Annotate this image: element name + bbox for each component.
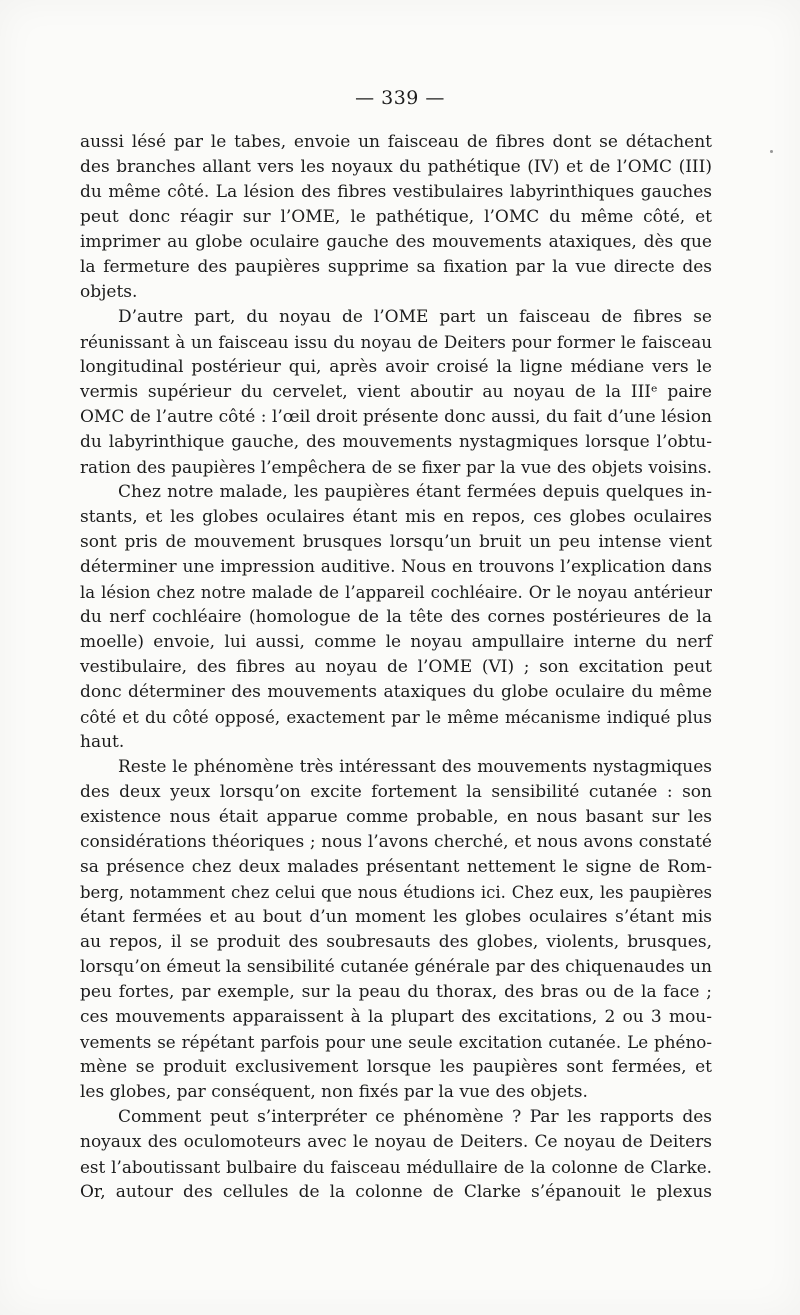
text-line: donc déterminer des mouvements ataxiques du globe oculaire du même [80,682,712,702]
text-line: objets. [80,282,138,302]
text-line: les globes, par conséquent, non fixés par la vue des objets. [80,1082,588,1102]
text-line: au repos, il se produit des soubresauts des globes, violents, brusques, [80,932,712,952]
text-line: mène se produit exclusivement lorsque les paupières sont fermées, et [80,1057,712,1077]
text-line: lorsqu’on émeut la sensibilité cutanée générale par des chiquenaudes un [80,957,712,977]
text-line: sont pris de mouvement brusques lorsqu’un bruit un peu intense vient [80,532,712,552]
text-line: aussi lésé par le tabes, envoie un faisceau de fibres dont se détachent [80,132,712,152]
text-line: stants, et les globes oculaires étant mis en repos, ces globes oculaires [80,507,712,527]
text-line: haut. [80,732,125,752]
text-line: longitudinal postérieur qui, après avoir croisé la ligne médiane vers le [80,357,712,377]
text-line: moelle) envoie, lui aussi, comme le noyau ampullaire interne du nerf [80,632,712,652]
text-line: ration des paupières l’empêchera de se fixer par la vue des objets voisins. [80,457,712,477]
text-line: est l’aboutissant bulbaire du faisceau médullaire de la colonne de Clarke. [80,1157,712,1177]
text-line: D’autre part, du noyau de l’OME part un faisceau de fibres se [118,307,712,327]
text-line: vermis supérieur du cervelet, vient aboutir au noyau de la IIIᵉ paire [80,382,712,402]
text-line: vestibulaire, des fibres au noyau de l’OME (VI) ; son excitation peut [80,657,712,677]
text-line: noyaux des oculomoteurs avec le noyau de Deiters. Ce noyau de Deiters [80,1132,712,1152]
paper-speck [770,150,773,153]
text-line: la fermeture des paupières supprime sa fixation par la vue directe des [80,257,712,277]
text-line: existence nous était apparue comme probable, en nous basant sur les [80,807,712,827]
text-line: Comment peut s’interpréter ce phénomène ? Par les rapports des [118,1107,712,1127]
text-line: peu fortes, par exemple, sur la peau du thorax, des bras ou de la face ; [80,982,712,1002]
text-line: Chez notre malade, les paupières étant fermées depuis quelques in- [118,482,712,502]
text-line: Or, autour des cellules de la colonne de Clarke s’épanouit le plexus [80,1182,712,1202]
text-line: peut donc réagir sur l’OME, le pathétique, l’OMC du même côté, et [80,207,712,227]
text-line: ces mouvements apparaissent à la plupart des excitations, 2 ou 3 mou- [80,1007,712,1027]
text-line: OMC de l’autre côté : l’œil droit présente donc aussi, du fait d’une lésion [80,407,712,427]
text-line: du labyrinthique gauche, des mouvements nystagmiques lorsque l’obtu- [80,432,712,452]
text-line: déterminer une impression auditive. Nous en trouvons l’explication dans [80,557,712,577]
page-number: — 339 — [355,87,445,109]
text-line: la lésion chez notre malade de l’appareil cochléaire. Or le noyau antérieur [80,583,712,602]
text-line: berg, notamment chez celui que nous étudions ici. Chez eux, les paupières [80,883,712,902]
text-line: étant fermées et au bout d’un moment les globes oculaires s’étant mis [80,907,712,927]
text-line: considérations théoriques ; nous l’avons cherché, et nous avons constaté [80,832,712,852]
body-text [80,130,712,1205]
text-line: du nerf cochléaire (homologue de la tête des cornes postérieures de la [80,607,712,627]
text-line: côté et du côté opposé, exactement par le même mécanisme indiqué plus [80,707,712,727]
text-line: Reste le phénomène très intéressant des mouvements nystagmiques [118,757,712,777]
text-line: des branches allant vers les noyaux du pathétique (IV) et de l’OMC (III) [80,157,712,177]
text-line: des deux yeux lorsqu’on excite fortement la sensibilité cutanée : son [80,782,712,802]
text-line: du même côté. La lésion des fibres vestibulaires labyrinthiques gauches [80,182,712,202]
text-line: vements se répétant parfois pour une seule excitation cutanée. Le phéno- [80,1032,712,1052]
text-line: sa présence chez deux malades présentant nettement le signe de Rom- [80,857,712,877]
text-line: imprimer au globe oculaire gauche des mouvements ataxiques, dès que [80,232,712,252]
text-line: réunissant à un faisceau issu du noyau de Deiters pour former le faisceau [80,332,712,352]
